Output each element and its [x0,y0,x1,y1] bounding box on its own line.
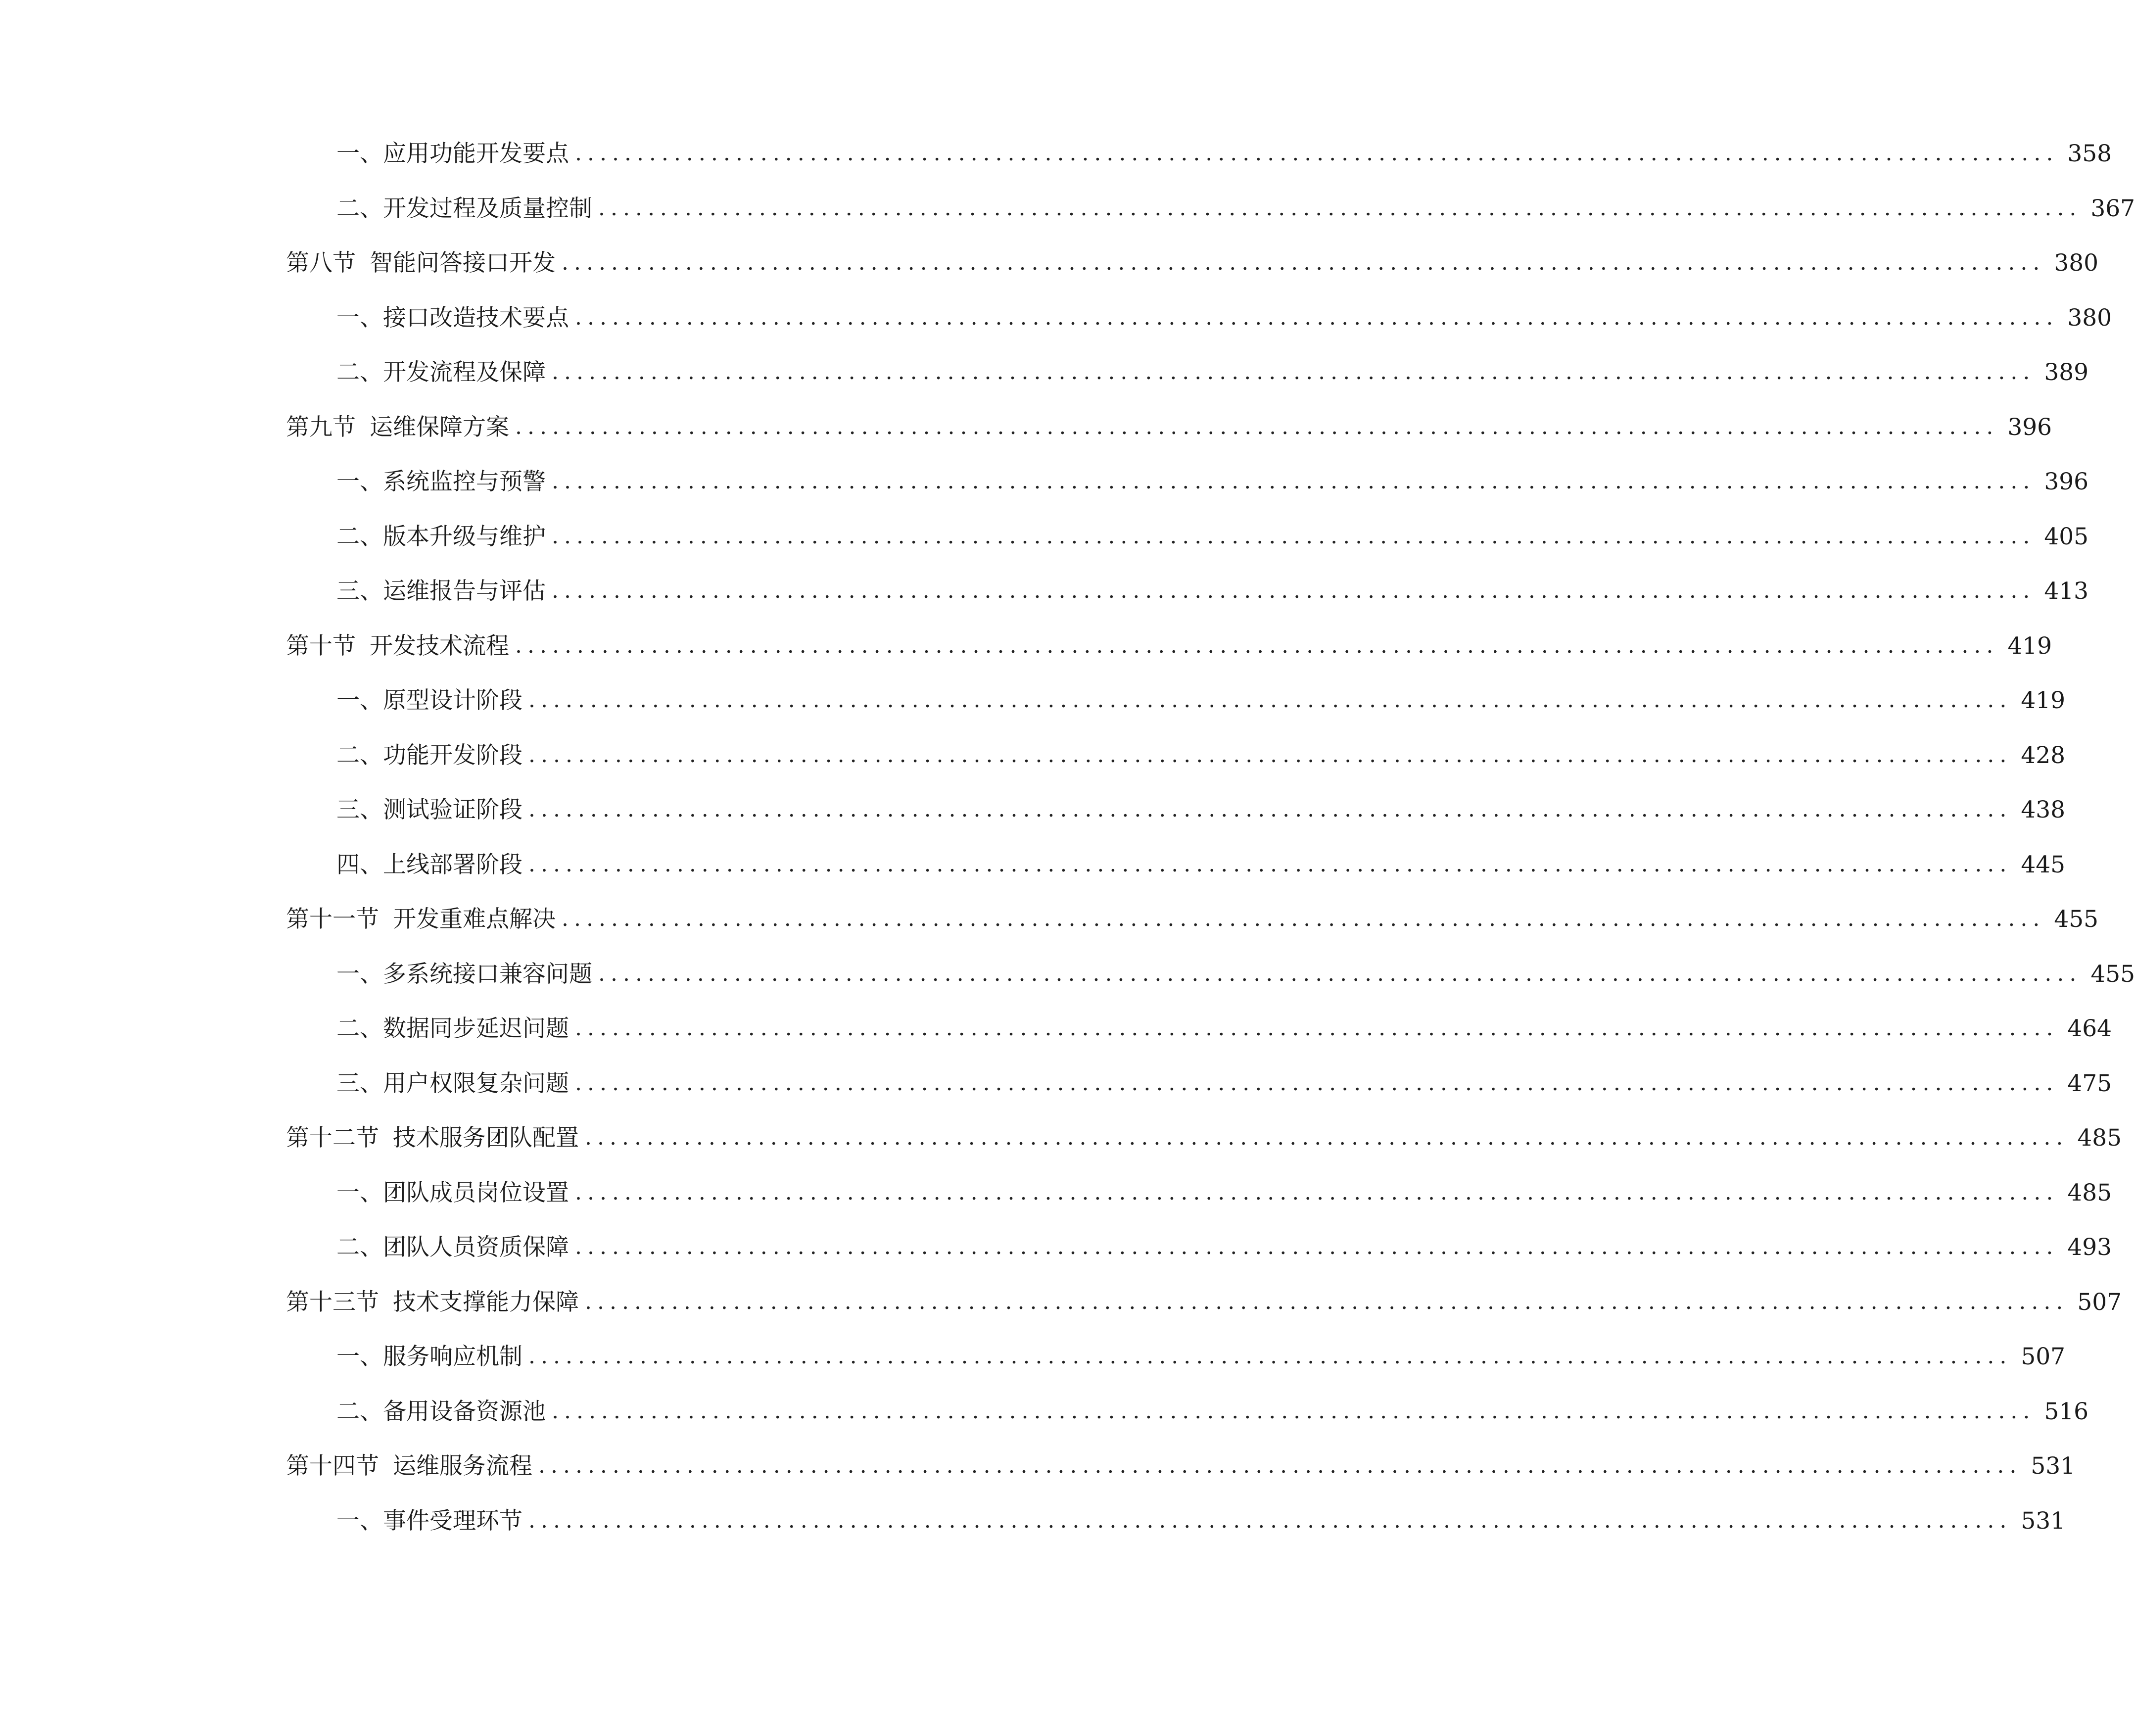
toc-subsection-entry[interactable] [336,1063,2112,1103]
toc-subsection-entry[interactable] [336,189,2135,228]
toc-entry-title: 运维保障方案 [370,413,509,441]
toc-entry-number: 一、 [336,1179,383,1206]
dot-leader: ........................................................................................................................ [575,1015,2059,1041]
toc-subsection-entry[interactable] [336,462,2089,501]
toc-entry-number: 三、 [336,796,383,823]
toc-subsection-entry[interactable] [336,845,2066,884]
toc-entry-number: 二、 [336,1398,383,1425]
toc-entry-number: 二、 [336,1014,383,1042]
toc-entry-page-number: 531 [2031,1452,2076,1480]
toc-subsection-entry[interactable] [336,134,2112,173]
dot-leader: ........................................................................................................................ [528,1344,2012,1369]
toc-subsection-entry[interactable] [336,1173,2112,1212]
toc-entry-number: 第十三节 [286,1288,379,1316]
dot-leader: ........................................................................................................................ [528,1508,2012,1533]
toc-entry-page-number: 396 [2044,468,2089,495]
toc-section-entry[interactable] [286,407,2052,447]
toc-subsection-entry[interactable] [336,954,2135,994]
toc-entry-title: 备用设备资源池 [383,1398,546,1425]
dot-leader: ........................................................................................................................ [575,1070,2059,1096]
toc-entry-number: 一、 [336,1343,383,1370]
toc-entry-number: 一、 [336,304,383,332]
dot-leader: ........................................................................................................................ [528,742,2012,768]
toc-section-entry[interactable] [286,243,2099,283]
toc-subsection-entry[interactable] [336,735,2066,775]
dot-leader: ........................................................................................................................ [575,305,2059,330]
toc-section-entry[interactable] [286,1118,2122,1157]
toc-entry-title: 数据同步延迟问题 [383,1014,569,1042]
toc-entry-number: 第十节 [286,632,356,660]
dot-leader: ........................................................................................................................ [552,359,2036,385]
toc-entry-number: 一、 [336,686,383,714]
dot-leader: ........................................................................................................................ [575,141,2059,166]
toc-section-entry[interactable] [286,899,2099,939]
toc-entry-title: 运维报告与评估 [383,577,546,605]
toc-subsection-entry[interactable] [336,1227,2112,1267]
toc-entry-title: 多系统接口兼容问题 [383,960,592,988]
toc-entry-page-number: 455 [2090,960,2135,988]
toc-entry-page-number: 507 [2077,1288,2122,1316]
toc-entry-page-number: 405 [2044,523,2089,550]
toc-entry-page-number: 358 [2067,140,2112,167]
toc-entry-number: 第九节 [286,413,356,441]
toc-entry-page-number: 413 [2044,577,2089,605]
toc-entry-page-number: 455 [2054,905,2099,933]
toc-entry-title: 服务响应机制 [383,1343,522,1370]
toc-entry-number: 第十二节 [286,1124,379,1152]
dot-leader: ........................................................................................................................ [575,1234,2059,1259]
dot-leader: ........................................................................................................................ [515,633,1999,658]
dot-leader: ........................................................................................................................ [598,195,2082,221]
toc-entry-number: 一、 [336,960,383,988]
toc-entry-title: 系统监控与预警 [383,468,546,495]
toc-entry-number: 第八节 [286,249,356,277]
toc-entry-number: 四、 [336,851,383,878]
toc-entry-title: 原型设计阶段 [383,686,522,714]
dot-leader: ........................................................................................................................ [538,1453,2022,1478]
toc-entry-title: 接口改造技术要点 [383,304,569,332]
toc-entry-page-number: 428 [2021,741,2066,769]
toc-entry-number: 二、 [336,194,383,222]
toc-entry-number: 第十四节 [286,1452,379,1480]
toc-entry-page-number: 380 [2067,304,2112,332]
toc-entry-title: 开发技术流程 [370,632,509,660]
toc-entry-number: 第十一节 [286,905,379,933]
toc-entry-number: 二、 [336,1233,383,1261]
toc-entry-title: 功能开发阶段 [383,741,522,769]
dot-leader: ........................................................................................................................ [585,1289,2069,1314]
toc-section-entry[interactable] [286,1446,2076,1486]
dot-leader: ........................................................................................................................ [552,578,2036,603]
dot-leader: ........................................................................................................................ [552,469,2036,494]
toc-entry-title: 版本升级与维护 [383,523,546,550]
toc-entry-page-number: 438 [2021,796,2066,823]
toc-entry-page-number: 445 [2021,851,2066,878]
dot-leader: ........................................................................................................................ [562,250,2045,275]
toc-entry-title: 运维服务流程 [393,1452,532,1480]
toc-entry-number: 一、 [336,1507,383,1535]
toc-subsection-entry[interactable] [336,571,2089,611]
toc-entry-title: 开发流程及保障 [383,358,546,386]
dot-leader: ........................................................................................................................ [598,961,2082,986]
toc-entry-title: 开发重难点解决 [393,905,556,933]
toc-entry-title: 测试验证阶段 [383,796,522,823]
toc-entry-title: 团队人员资质保障 [383,1233,569,1261]
toc-section-entry[interactable] [286,1282,2122,1322]
toc-entry-title: 技术支撑能力保障 [393,1288,579,1316]
dot-leader: ........................................................................................................................ [585,1125,2069,1150]
dot-leader: ........................................................................................................................ [528,852,2012,877]
toc-entry-page-number: 475 [2067,1069,2112,1097]
toc-entry-page-number: 419 [2021,686,2066,714]
toc-entry-title: 用户权限复杂问题 [383,1069,569,1097]
toc-subsection-entry[interactable] [336,790,2066,829]
toc-entry-page-number: 507 [2021,1343,2066,1370]
toc-entry-title: 智能问答接口开发 [370,249,556,277]
toc-section-entry[interactable] [286,626,2052,666]
toc-entry-number: 一、 [336,140,383,167]
toc-entry-page-number: 464 [2067,1014,2112,1042]
toc-entry-page-number: 389 [2044,358,2089,386]
toc-subsection-entry[interactable] [336,680,2066,720]
dot-leader: ........................................................................................................................ [575,1180,2059,1205]
toc-subsection-entry[interactable] [336,1009,2112,1048]
toc-entry-number: 二、 [336,523,383,550]
toc-subsection-entry[interactable] [336,1501,2066,1541]
toc-entry-number: 二、 [336,358,383,386]
toc-entry-title: 应用功能开发要点 [383,140,569,167]
dot-leader: ........................................................................................................................ [552,524,2036,549]
toc-entry-title: 开发过程及质量控制 [383,194,592,222]
toc-subsection-entry[interactable] [336,1392,2089,1431]
toc-entry-page-number: 485 [2077,1124,2122,1152]
toc-entry-title: 技术服务团队配置 [393,1124,579,1152]
toc-subsection-entry[interactable] [336,1337,2066,1376]
toc-entry-number: 三、 [336,1069,383,1097]
dot-leader: ........................................................................................................................ [528,687,2012,713]
toc-subsection-entry[interactable] [336,352,2089,392]
toc-entry-page-number: 380 [2054,249,2099,277]
toc-entry-page-number: 419 [2007,632,2052,660]
dot-leader: ........................................................................................................................ [528,797,2012,822]
toc-entry-title: 团队成员岗位设置 [383,1179,569,1206]
toc-entry-number: 三、 [336,577,383,605]
toc-entry-number: 二、 [336,741,383,769]
toc-entry-page-number: 493 [2067,1233,2112,1261]
toc-entry-page-number: 531 [2021,1507,2066,1535]
toc-subsection-entry[interactable] [336,517,2089,556]
dot-leader: ........................................................................................................................ [552,1398,2036,1424]
toc-entry-page-number: 396 [2007,413,2052,441]
toc-entry-title: 事件受理环节 [383,1507,522,1535]
toc-entry-page-number: 367 [2090,194,2135,222]
toc-subsection-entry[interactable] [336,298,2112,338]
toc-entry-page-number: 516 [2044,1398,2089,1425]
dot-leader: ........................................................................................................................ [562,906,2045,931]
toc-entry-page-number: 485 [2067,1179,2112,1206]
toc-entry-number: 一、 [336,468,383,495]
toc-entry-title: 上线部署阶段 [383,851,522,878]
dot-leader: ........................................................................................................................ [515,414,1999,439]
